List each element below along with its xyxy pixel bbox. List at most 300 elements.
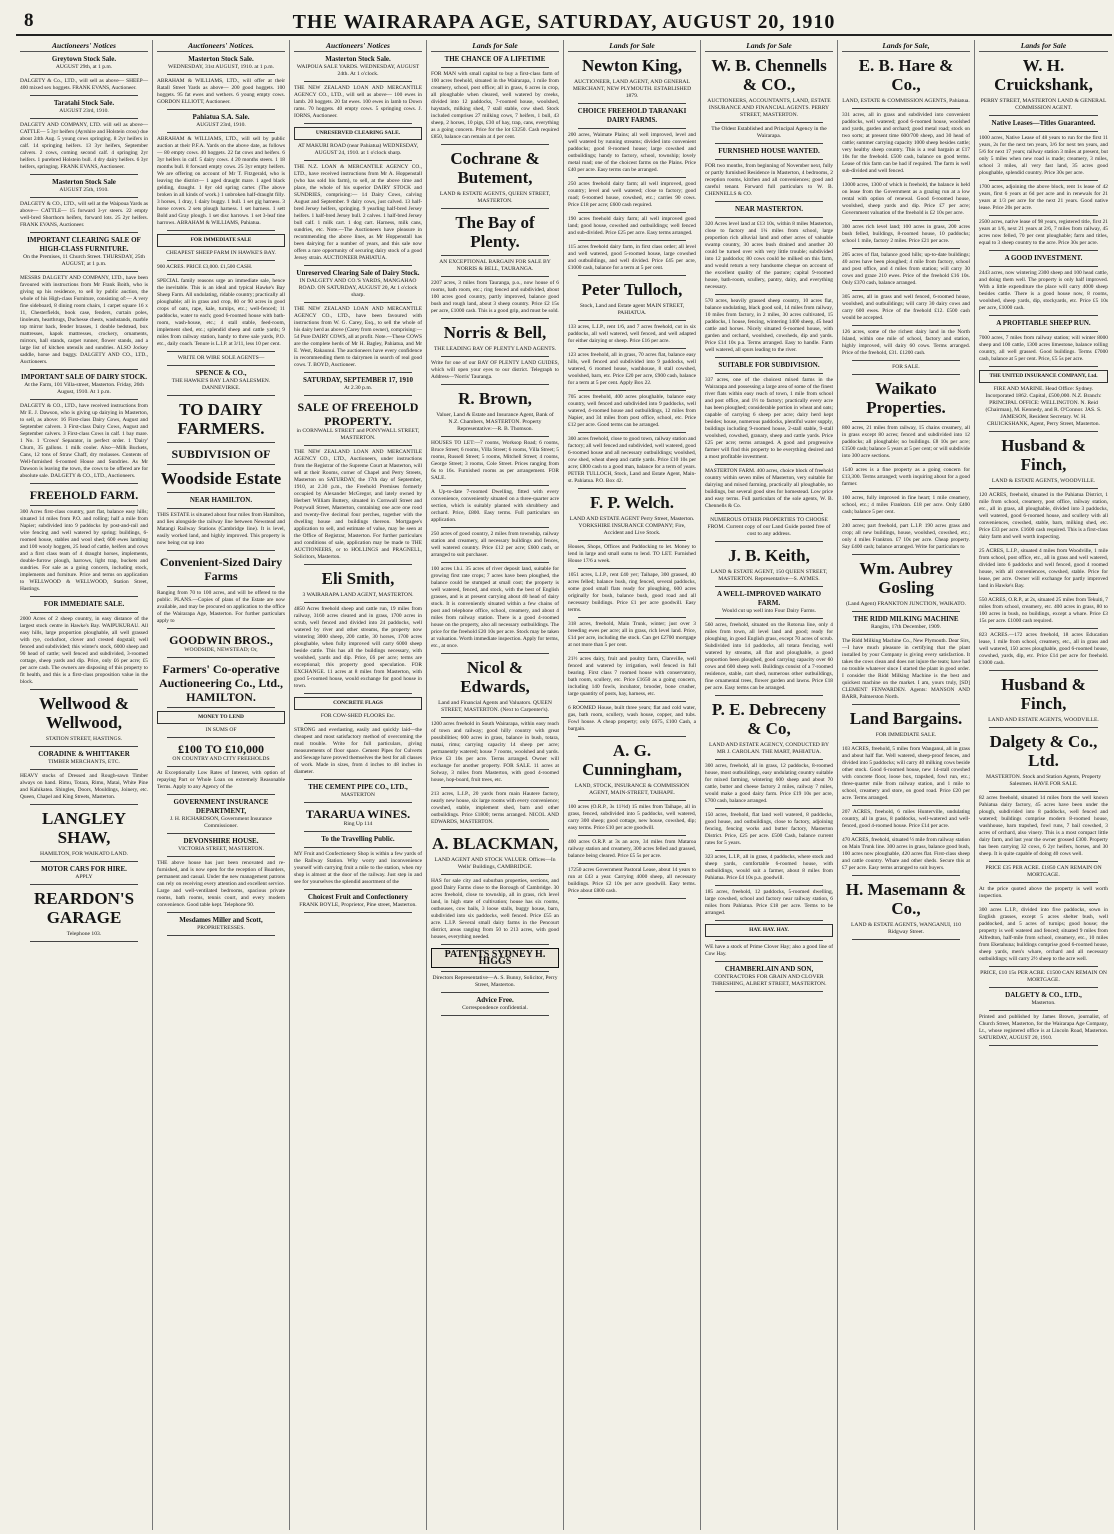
divider [167, 935, 275, 936]
advertiser-name: F. P. Welch. [590, 493, 674, 512]
divider [715, 373, 823, 374]
divider [30, 118, 138, 119]
ad-body-text: 115 acres freehold dairy farm, in first class order; all level and well watered, good 5-roomed house, large cowshed and outbuildings, and well divided. Price £45 per acre, £1000 cash, balance for a term at 5 per cent. [568, 244, 696, 271]
divider [578, 432, 686, 433]
ad-body-text: 470 ACRES, freehold, situated ½ mile from railway station on Main Trunk line. 300 acres in grass, balance good bush, 100 acres now ploughable, 420 acres flat. First-class sheep and cattle country. Whare and other sheds. Secure this at £7 per acre. Easy terms arranged to suit buyers. [842, 837, 971, 871]
ad-subheading: Valuer, Land & Estate and Insurance Agent, Bank of N.Z. Chambers, MASTERTON. Property Representative:—R. B. Thomson. [436, 412, 554, 432]
divider [167, 912, 275, 913]
divider [989, 1010, 1098, 1011]
ad-body-text: 550 ACRES, O.R.P., at 2s, situated 25 miles from Tekuiti, 7 miles from school, creamery, etc. 400 acres in grass, 80 to 100 acres in bush, no buildings, except a whare. Price £3 15s per acre. £1000 cash required. [979, 597, 1108, 624]
ad-body-text: At Exceptionally Low Rates of Interest, with option of repaying Part or Whole Loan on extremely Reasonable Terms. Apply to any Agency of the [157, 770, 285, 790]
ad-body-text: 200 acres, Waimate Plains; all well improved, level and well watered by running streams; divided into convenient paddocks; good 8-roomed house; large cowshed and outbuildings; handy to factory, school, township; lovely metal road; one of the choicest farms on the Plains. Price £40 per acre. Easy terms can be arranged. [568, 132, 696, 173]
divider [441, 276, 549, 277]
ad-subheading: IN SUMS OF [205, 727, 237, 733]
divider [30, 483, 138, 484]
divider [578, 701, 686, 702]
divider [989, 131, 1098, 132]
divider [167, 132, 275, 133]
ad-heading: Taratahi Stock Sale. [53, 99, 115, 107]
divider [167, 74, 275, 75]
ad-heading: Choicest Fruit and Confectionery [307, 893, 409, 901]
ad-display-heading: £100 TO £10,000 [178, 742, 264, 756]
divider [989, 1045, 1098, 1046]
divider [30, 804, 138, 805]
divider [30, 689, 138, 690]
column-header: Auctioneers' Notices [294, 40, 422, 52]
divider [715, 586, 823, 587]
ad-body-text: 300 Acres first-class country, part flat, balance easy hills; situated 14 miles from P.O. and rolling; half a mile from Napier; subdivided into 9 paddocks by post-and-rail and wire fencing and well watered by spring; buildings, 6-roomed house, stables and wool shed; 600 ewes lambing and 100 wooly hoggets, 25 head of cattle, heifers and cows and a first class team of 4 draught horses, implements, double-furrow plough, harrows, light trap, buckets and sundries. For sale as a going concern, including stock, implements and furniture. Price and terms on application to WELLWOOD & WELLWOOD, Station Street, Hastings. [20, 509, 148, 592]
ad-body-text: 305 acres, all in grass and well fenced, 6-roomed house, woolshed, and outbuildings; will carry 30 dairy cows and carry 600 ewes. Price of the freehold £12. £500 cash would be accepted. [842, 294, 970, 321]
ad-heading: FURNISHED HOUSE WANTED. [718, 147, 820, 155]
ad-subheading: Would cut up well into Four Dairy Farms. [721, 608, 816, 614]
divider [852, 875, 960, 876]
ad-heading: CORADINE & WHITTAKER [38, 750, 130, 758]
divider [304, 302, 412, 303]
ad-subheading: On the Premises, 11 Church Street. THURSDAY, 25th AUGUST, at 1 p.m. [23, 254, 145, 267]
divider [167, 550, 275, 551]
ad-body-text: 1700 acres, adjoining the above block, rent 1s lease of 42 years, first 6 years at 6d per acre and in renewals for 21 years at 1/3 per acre for the next 21 years. Good native lease. Price 20s per acre. [979, 184, 1108, 211]
column-header: Lands for Sale, [842, 40, 970, 52]
divider [989, 180, 1098, 181]
ad-body-text: 250 acres of good country, 2 miles from township, railway station and creamery, all necessary buildings and fences, well watered country. Price £12 per acre; £600 cash, or arranged to suit purchaser. [431, 531, 559, 558]
divider [852, 360, 960, 361]
boxed-heading: UNRESERVED CLEARING SALE. [294, 127, 422, 140]
divider [989, 431, 1098, 432]
divider [989, 987, 1098, 988]
divider [715, 217, 823, 218]
divider [30, 861, 138, 862]
ad-subheading: NUMEROUS OTHER PROPERTIES TO CHOOSE FROM. Current copy of our Land Guide posted free of cost to any address. [707, 517, 831, 537]
ad-body-text: DALGETY & Co., LTD., will sell as above— SHEEP— 400 mixed sex hoggets. FRANK EVANS, Auctioneer. [20, 78, 148, 91]
divider [441, 562, 549, 563]
divider [578, 348, 686, 349]
masthead [16, 6, 1112, 36]
divider [578, 863, 686, 864]
ad-subheading: LAND & ESTATE AGENTS, WOODVILLE. [991, 478, 1096, 484]
ad-body-text: THE above house has just been renovated and re-furnished, and is now open for the reception of Boarders, permanent and casual. Under the new management patrons can rely on receiving every attention and excellent service. Large and well-ventilated bedrooms, spacious private rooms, bath rooms, tennis court, and every modern convenience. Good table kept. Telephone 90. [157, 860, 285, 908]
divider [30, 232, 138, 233]
divider [441, 717, 549, 718]
divider [715, 541, 823, 542]
divider [441, 255, 549, 256]
column-5 [564, 40, 701, 1530]
divider [715, 143, 823, 144]
ad-subheading: LAND AND ESTATE AGENT Perry Street, Masterton. YORKSHIRE INSURANCE COMPANY; Fire, Accident and Live Stock. [569, 516, 695, 536]
advertiser-name: LANGLEY SHAW, [41, 809, 127, 847]
ad-subheading: LAND AGENT AND STOCK VALUER. Offices—In Wells' Buildings, CAMBRIDGE. [434, 857, 556, 870]
advertiser-name: Eli Smith, [321, 569, 395, 588]
ad-body-text: Write for one of our BAY OF PLENTY LAND GUIDES, which will open your eyes to our district. Telegraph to Address—'Norris' Tauranga. [431, 360, 559, 380]
ad-subheading: CONTRACTORS FOR GRAIN AND CLOVER THRESHING, ALBERT STREET, MASTERTON. [711, 974, 827, 987]
advertiser-name: Nicol & Edwards, [460, 658, 530, 696]
divider [441, 356, 549, 357]
divider [304, 912, 412, 913]
ad-subheading: J. H. RICHARDSON, Government Insurance Commissioner. [169, 816, 273, 829]
ad-subheading: (Land Agent) FRANKTON JUNCTION, WAIKATO. [846, 601, 966, 607]
divider [715, 885, 823, 886]
ad-body-text: 13000 acres, 1300 of which is freehold, the balance is held on lease from the Government as a grazing run at a low rental with option of renewal. Good 6-roomed house, woolshed, sheep yards and dip. Price £7 per acre; Government valuation of the freehold is £2 10s per acre. [842, 182, 970, 216]
column-header: Auctioneers' Notices. [157, 40, 285, 52]
divider [578, 652, 686, 653]
divider [989, 266, 1098, 267]
divider [167, 464, 275, 465]
ad-body-text: 103 ACRES, freehold, 5 miles from Wanganui, all in grass and about half flat. Well watered, sheep-proof fences, and divided into 5 paddocks; will carry 40 milking cows beside other stock. Good 6-roomed house, new 14-stall cowshed with concrete floor, loose box, trapshed, fowl run, etc.; three-quarter mile from railway station, and 1 mile to school, creamery and store, on good road. Price £20 per acre. Terms arranged. [842, 746, 970, 801]
ad-body-text: 2207 acres, 3 miles from Tauranga, p.o., now house of 6 rooms, bath room, etc.; ring fenced and subdivided, about 100 acres good country, partly improved, balance good bush and rough land, about 3 sheep country. Price £2 15s per acre, £1000 cash. This is a good grip, and must be sold. [431, 280, 559, 314]
ad-body-text: FOR two months, from beginning of November next, fully or partly furnished Residence in Masterton, 4 bedrooms, 2 reception rooms, kitchen and all conveniences; good and careful tenant. Forward full particulars to W. B. CHENNELLS & CO. [705, 163, 833, 197]
ad-subheading: AUGUST 23rd, 1910. [196, 122, 246, 128]
newspaper-title: THE WAIRARAPA AGE, SATURDAY, AUGUST 20, 1910 [292, 11, 836, 33]
ad-heading: A PROFITABLE SHEEP RUN. [996, 319, 1091, 327]
ad-body-text: 320 Acres level land at £13 10s, within 8 miles Masterton, close to factory and 1¼ miles from school, large proportion rich alluvial land and other acres of valuable swamp country, 30 acres bush drained and another 20 could be turned over with very little trouble; subdivided into 12 paddocks; 80 cows could be milked on this farm, and would return a very handsome cheque on account of the excellent quality of the pasture; capital 9-roomed house, bath-room, scullery, pantry, dairy, and everything necessary. [705, 221, 833, 290]
ad-body-text: 1051 acres, L.I.P., rent £40 yer; Taihape, 300 grassed, 40 acres felled; balance bush, ring fenced, several paddocks, some good small flats ready for ploughing, 600 acres originally for bush, balance bush, good road and all necessary buildings. Price £1 per acre goodwill. Easy terms. [568, 572, 696, 613]
ad-subheading: PRICE £35 PER ACRE. £1850 CAN REMAIN ON MORTGAGE. [985, 865, 1102, 878]
column-8 [975, 40, 1112, 1530]
divider [852, 248, 960, 249]
divider [167, 230, 275, 231]
ad-subheading: ON COUNTRY AND CITY FREEHOLDS [172, 756, 270, 762]
divider [578, 736, 686, 737]
ad-subheading: LAND AND ESTATE AGENCY, CONDUCTED BY MR J. CAROLAN. THE MART, PAHIATUA. [708, 742, 830, 755]
ad-heading: IMPORTANT SALE OF DAIRY STOCK. [21, 373, 147, 381]
ad-heading: A GOOD INVESTMENT. [1004, 254, 1083, 262]
ad-body-text: MY Fruit and Confectionery Shop is within a few yards of the Railway Station. Why worry and inconvenience yourself with carrying fruit a mile to the station, when my shop is almost at the door of the railway. Just step in and see for yourselves the splendid assortment of the [294, 851, 422, 885]
divider [852, 611, 960, 612]
divider [989, 488, 1098, 489]
advertiser-name: Newton King, [581, 56, 683, 75]
ad-body-text: 323 acres, L.I.P., all in grass, 4 paddocks, where stock and sheep yards, comfortable 6-roomed house, with outbuildings, would suit a farmer, about 8 miles from Pahiatua. Price £4 10s p.a. goodwill. [705, 854, 833, 881]
advertiser-name: Norris & Bell, [443, 323, 547, 342]
ad-subheading: HAMILTON, FOR WAIKATO LAND. [40, 851, 128, 857]
ad-body-text: 185 acres, freehold, 12 paddocks, 5-roomed dwelling, large cowshed, school and factory near railway station, 6 miles from Pahiatua. Price £18 per acre. Terms to be arranged. [705, 889, 833, 916]
ad-subheading: VICTORIA STREET, MASTERTON. [178, 846, 264, 852]
divider [715, 618, 823, 619]
divider [304, 81, 412, 82]
ad-body-text: ABRAHAM & WILLIAMS, LTD., will offer at their Ratall Street Yards as above— 200 good hoggets. 100 hoggets. 95 fat ewes and wethers. 6 young empty cows. GORDON ELLIOTT, Auctioneer. [157, 78, 285, 105]
divider [167, 586, 275, 587]
ad-body-text: THE NEW ZEALAND LOAN AND MERCANTILE AGENCY CO., LTD., have been favoured with instructions from W. G. Carey, Esq., to sell the whole of his dairy herd as above (Carey from owner), comprising:— 54 Pure DAIRY COWS, all at profit. Note.—These COWS are the complete herds of Mr H. Bagley, Pahiatua, and Mr E. West, Rakaunui. The auctioneers have every confidence in recommending them to dairymen in search of real good cows. T. BOYD, Auctioneer. [294, 306, 422, 368]
ad-subheading: AUCTIONEERS, ACCOUNTANTS, LAND, ESTATE INSURANCE AND FINANCIAL AGENTS. PERRY STREET, MASTERTON. [707, 98, 831, 118]
ad-body-text: 100 acres, fully improved in fine heart; 1 mile creamery, school, etc.; 4 miles Frankton. £18 per acre. Only £400 cash; balance 5 per cent. [842, 495, 970, 515]
ad-body-text: 2443 acres, now wintering 2300 sheep and 100 head cattle, and doing them well. The property is only half improved. With a little expenditure the place will carry 4000 sheep besides cattle. There is a good house now, 8 rooms, woolshed, sheep yards, dip, stockyards, etc. Price £5 10s per acre, £1000 cash. [979, 270, 1108, 311]
column-header: Auctioneers' Notices [20, 40, 148, 52]
divider [441, 208, 549, 209]
ad-subheading: TIMBER MERCHANTS, ETC. [48, 759, 120, 765]
divider [30, 941, 138, 942]
ad-subheading: FOR SALE. [892, 364, 920, 370]
divider [304, 693, 412, 694]
divider [852, 833, 960, 834]
divider [578, 240, 686, 241]
advertiser-name: Land Bargains. [849, 709, 963, 728]
advertiser-name: P. E. Debreceny & Co, [711, 700, 827, 738]
column-4 [427, 40, 564, 1530]
ad-body-text: 7000 acres, 7 miles from railway station; will winter 8000 sheep and 100 cattle, 1300 acres limestone, balance rolling country, all well grassed. Good buildings. Terms £7000 cash, balance at 5 per cent. Price, £5 5s per acre. [979, 335, 1108, 362]
ad-heading: SATURDAY, SEPTEMBER 17, 1910 [302, 376, 413, 384]
divider [852, 108, 960, 109]
ad-heading: SPENCE & CO., [195, 369, 247, 377]
advertiser-name: W. H. Cruickshank, [994, 56, 1093, 94]
divider [304, 395, 412, 396]
ad-body-text: 705 acres freehold, 400 acres ploughable, balance easy country, well fenced and subdivided into 9 paddocks, well watered, 4-roomed house and outbuildings, 12 miles from Napier, and 34 miles from post office, school, etc. Price £12 per acre. Good terms can be arranged. [568, 394, 696, 428]
ad-subheading: WOODSIDE, NEWSTEAD; Or, [184, 647, 258, 653]
ad-subheading: MASTERTON. Stock and Station Agents, Property Salesmen. HAVE FOR SALE. [985, 774, 1101, 787]
ad-body-text: HAS for sale city and suburban properties, sections, and good Dairy Farms close to the Borough of Cambridge. 30 acres freehold, close to township, all in grass, rich level land, in high state of cultivation; house has six rooms, outhouses, cow bails, 3 loose stalls, buggy house, barn, subdivided into six paddocks, well fenced. Price £55 an acre. L.I.P. Several small dairy farms in the Pencourt district, areas ranging from 50 to 213 acres, with good houses, everything needed. [431, 878, 559, 940]
divider [30, 884, 138, 885]
advertiser-name: Wellwood & Wellwood, [38, 694, 130, 732]
ad-body-text: 100 acres l.h.i. 35 acres of river deposit land, suitable for growing first rate crops; 7 acres have been ploughed, the balance could be stumped at small cost; the property is well watered, fenced, and stock, with the best of English grasses, and is at present carrying about 40 head of dairy stock. It is conveniently situated within a few chains of post and telephone office, school, creamery, and about 4 miles from railway station. There is a good 4-roomed house on the property, also all necessary outbuildings. The price for the freehold £20 10s per acre. Stock may be taken at valuation. Worth immediate inspection. Apply for terms, etc., at once. [431, 566, 559, 649]
patents-logo-text: PATENTS SYDNEY H. HIGGS [431, 948, 559, 968]
divider [852, 634, 960, 635]
divider [715, 122, 823, 123]
divider [989, 331, 1098, 332]
divider [167, 260, 275, 261]
divider [578, 103, 686, 104]
ad-subheading: Stock, Land and Estate agent MAIN STREET, PAHIATUA. [579, 303, 685, 316]
ad-subheading: FOR COW-SHED FLOORS Etc. [320, 713, 396, 719]
divider [167, 766, 275, 767]
ad-body-text: SPECIAL family reasons urge an immediate sale, hence the inevitable. This is an ideal and typical Hawke's Bay Sheep Farm. All undulating, ridable country; practically all ploughable; all in grass and crop, 80 or 90 acres in good crops of oats, rape, kale, turnips, etc.; well-fenced; 11 paddocks, water to each; good 6-roomed house with bath-room, wash-house, etc.; 4 stall stable, feed-room, implement shed, etc.; splendid sheep and cattle yards; 9 miles from railway station, handy to three sale yards, P.O. etc., daily coach. Tenure is L.I.P. at 3/11, less 10 per cent. [157, 278, 285, 347]
divider [30, 174, 138, 175]
divider [989, 215, 1098, 216]
ad-subheading: LAND & ESTATE AGENTS, QUEEN STREET, MASTERTON. [439, 191, 551, 204]
advertiser-name: Cochrane & Butement, [450, 149, 540, 187]
column-header: Lands for Sale [431, 40, 559, 52]
ad-heading: DALGETY & CO., LTD., [1005, 991, 1082, 999]
divider [578, 212, 686, 213]
ad-heading: Unreserved Clearing Sale of Dairy Stock. [296, 269, 420, 277]
divider [441, 318, 549, 319]
divider [715, 808, 823, 809]
divider [167, 274, 275, 275]
ad-body-text: 318 acres, freehold, Main Trunk, winter; just over 3 breeding ewes per acre; all in grass, rich level land. Price, £14 per acre, including the stock. Can get £2700 mortgage at not more than 5 per cent. [568, 621, 696, 648]
advertiser-name: J. B. Keith, [728, 546, 810, 565]
ad-heading: Masterton Stock Sale. [325, 55, 391, 63]
ad-body-text: At the price quoted above the property is well worth inspection. [979, 886, 1108, 899]
ad-heading: MOTOR CARS FOR HIRE. [41, 865, 127, 873]
divider [852, 325, 960, 326]
ad-subheading: At 2.30 p.m. [343, 385, 373, 391]
divider [30, 596, 138, 597]
ad-display-heading: Farmers' Co-operative Auctioneering Co., Ltd., HAMILTON. [159, 662, 283, 704]
divider [30, 271, 138, 272]
boxed-heading: CONCRETE FLAGS [294, 697, 422, 710]
divider [578, 320, 686, 321]
page-number: 8 [24, 10, 34, 31]
divider [30, 612, 138, 613]
divider [304, 160, 412, 161]
divider [167, 856, 275, 857]
divider [852, 463, 960, 464]
divider [167, 351, 275, 352]
ad-subheading: MASTERTON [341, 792, 375, 798]
ad-subheading: LAND, STOCK, INSURANCE & COMMISSION AGENT, MAIN-STREET, TAIHAPE. [574, 783, 690, 796]
divider [167, 109, 275, 110]
columns-container [16, 40, 1112, 1530]
ad-body-text: DALGETY & CO., LTD., have received instructions from Mr E. J. Dawson, who is giving up dairying in Masterton, to sell, as above: 16 First-class Dairy Cows, August and September calvers. 3 First-class Dairy Cows, August and September calvers. 3 First-class Cows in calf. 1 bay mare. 1 No. 1 'Crown' Separator, in perfect order. 1 'Dairy' Churn, 35 gallons. 1 milk cooler. Also—Milk Buckets, Cans, 12 tons of Straw Chaff, dry molasses. Contents of Well-furnished 6-roomed House and Sundries. As Mr Dawson is leaving the town, the cows to be offered are for absolute sale. DALGETY & CO., LTD., Auctioneers. [20, 403, 148, 479]
ad-heading: To the Travelling Public. [321, 835, 395, 843]
divider [304, 602, 412, 603]
advertiser-name: R. Brown, [458, 389, 532, 408]
divider [30, 399, 138, 400]
ad-body-text: 1200 acres freehold in South Wairarapa, within easy reach of town and railway; good hilly country with great possibilities; 600 acres in grass, balance in bush, totara, matai, rimu; carrying capacity 14 sheep per acre; permanently watered; house 7 rooms, woolshed and yards. Price £3 10s per acre. Terms arranged. Owner will exchange for another property. FOR SALE. 11 acres at Solway, 3 miles from Masterton, with good 4-roomed house, hop-board, fruit trees, etc. [431, 721, 559, 783]
divider [715, 759, 823, 760]
divider [304, 265, 412, 266]
ad-subheading: WEDNESDAY, 31st AUGUST, 1910. at 1 p.m. [167, 64, 275, 70]
boxed-heading: FOR IMMEDIATE SALE [157, 234, 285, 247]
divider [167, 794, 275, 795]
ad-body-text: STRONG and everlasting, easily and quickly laid—the cheapest and most satisfactory method of overcoming the mud trouble. Write for full particulars, giving measurements of floor space. Cement Pipes for Culverts and Sewage have proved themselves the best for all classes of work. Made in sizes, from 4 inches to 48 inches in diameter. [294, 727, 422, 775]
boxed-heading: MONEY TO LEND [157, 711, 285, 724]
column-header: Lands for Sale [568, 40, 696, 52]
divider [715, 464, 823, 465]
divider [304, 831, 412, 832]
ad-body-text: HOUSES TO LET:—7 rooms, Worksop Road; 6 rooms, Bruce Street; 6 rooms, Villa Street; 6 rooms, Villa Street; 5 rooms, Russell Street; 5 rooms, Mitchell Street; 4 rooms, George Street; 3 rooms, Cole Street. Prices ranging from 6s to 16s. Furnished rooms as per arrangement. FOR SALE. [431, 440, 559, 481]
ad-heading: THE RIDD MILKING MACHINE [853, 615, 959, 623]
divider [441, 874, 549, 875]
ad-body-text: 337 acres, one of the choicest mixed farms in the Wairarapa and possessing a large area of some of the finest river flats within easy reach of town, 1 mile from school and post office, and 1½ to factory; practically every acre has been ploughed; considerable portion in wheat and oats; capable of carrying 6 sheep per acre; dairy herd kept besides; house, numerous paddocks, plentiful water supply, buildings including 9-roomed house, 2-stall stable, 9-stall woolshed, cowshed, granary, sheep and cattle yards. Price £25 per acre; terms arranged. A good and progressive farmer will find this property to be everything desired and a most profitable investment. [705, 377, 833, 460]
advertiser-name: Wm. Aubrey Gosling [859, 559, 953, 597]
ad-body-text: THE NEW ZEALAND LOAN AND MERCANTILE AGENCY CO., LTD., will sell as above— 100 ewes in lamb. 20 hoggets. 20 fat ewes. 100 ewes in lamb to Down rams. 70 hoggets. 40 empty cows. 5 springing cows. J. IORNS, Auctioneer. [294, 85, 422, 119]
divider [715, 294, 823, 295]
ad-body-text: WE have a stock of Prime Clover Hay; also a good line of Cow Hay. [705, 944, 833, 957]
advertiser-name: A. G. Cunningham, [582, 741, 682, 779]
advertiser-name: W. B. Chennells & CO., [711, 56, 827, 94]
divider [989, 544, 1098, 545]
advertiser-name: Woodside Estate [160, 469, 282, 488]
divider [989, 315, 1098, 316]
ad-body-text: 2500 acres, native lease of 98 years, registered title, first 21 years at 1/6, next 21 years at 2/6, 7 miles from railway, 45 acres now felled, 70 per cent ploughable; farm and titles, equal to 3 sheep country to the acre. Price 30s per acre. [979, 219, 1108, 246]
column-7 [838, 40, 975, 1530]
ad-body-text: Houses, Shops, Offices and Paddocking to let. Money to lend in large and small sums to lend. TO LET. Furnished House 17/6 a week. [568, 544, 696, 564]
ad-body-text: 300 acres rich level land; 100 acres in grass, 200 acres bush felled, buildings, 8-roomed house, 10 paddocks; school 1 mile, factory 2 miles. Price £21 per acre. [842, 224, 970, 244]
divider [578, 128, 686, 129]
divider [30, 369, 138, 370]
divider [852, 554, 960, 555]
divider [578, 177, 686, 178]
divider [989, 903, 1098, 904]
ad-subheading: FRANK BOYLE, Proprietor, Pine street, Masterton. [299, 902, 417, 908]
divider [989, 115, 1098, 116]
divider [852, 220, 960, 221]
divider [441, 67, 549, 68]
ad-body-text: Printed and published by James Brown, journalist, of Church Street, Masterton, for the Wairarapa Age Company, Lt., whose registered office is at Lincoln Road, Masterton. SATURDAY, AUGUST 20, 1910. [979, 1014, 1108, 1041]
divider [30, 769, 138, 770]
ad-body-text: 570 acres, heavily grassed sheep country, 10 acres flat, balance undulating, black good soil, 14 miles from railway, 10 miles from factory, in 2 miles, 30 acres cultivated, 15 paddocks, 1 house, fencing, wintering 1400 sheep, 45 head cattle and horses. Nicely situated 6-roomed house, with garden and orchard, woolshed, cowsheds, dip and yards. Price £14 10s p.a. Terms arranged. Easy to handle. Farm well watered, all spurs leading to the river. [705, 298, 833, 353]
ad-subheading: Telephone 103. [66, 931, 102, 937]
divider [989, 882, 1098, 883]
divider [852, 704, 960, 705]
divider [167, 833, 275, 834]
divider [715, 940, 823, 941]
ad-subheading: At the Farm, 101 Villa-street, Masterton. Friday, 26th August, 1910. At 1 p.m. [24, 382, 144, 395]
ad-display-heading: SUBDIVISION OF [171, 447, 271, 461]
ad-body-text: 17250 acres Government Pastoral Lease, about 14 years to run at £43 a year. Carrying 4000 sheep, all necessary buildings. Price £2 10s per acre goodwill. Easy terms. Price about £800 cash. [568, 867, 696, 894]
ad-heading: Greytown Stock Sale. [51, 55, 117, 63]
ad-subheading: THE LEADING BAY OF PLENTY LAND AGENTS. [433, 346, 557, 352]
ad-subheading: FOR IMMEDIATE SALE. [875, 732, 937, 738]
ad-body-text: The Ridd Milking Machine Co., New Plymouth. Dear Sirs,—I have much pleasure in certifying that the plant installed by your Company is giving every satisfaction. It takes the cows clean and does not injure the teats; have had no trouble whatever since I started the plant in good order. I consider the Ridd Milking Machine is the best and quickest machine on the market. I am, yours truly, [SD] CLEMENT FENWARDEN. Agents: MANSON AND BARR, Palmerston North. [842, 638, 970, 700]
ad-subheading: AT MAKURI ROAD (near Pahiatua) WEDNESDAY, AUGUST 24, 1910. at 1 o'clock sharp. [297, 143, 419, 156]
divider [167, 508, 275, 509]
ad-body-text: 190 acres freehold dairy farm; all well improved good land; good house, cowshed and outbuildings; well fenced and sub-divided. Price £25 per acre. Easy terms arranged. [568, 216, 696, 236]
ad-heading: THE CHANCE OF A LIFETIME [444, 55, 546, 63]
divider [30, 74, 138, 75]
divider [989, 593, 1098, 594]
divider [167, 492, 275, 493]
ad-heading: DEVONSHIRE HOUSE. [183, 837, 259, 845]
divider [441, 436, 549, 437]
ad-subheading: The Oldest Established and Principal Agency in the Wairarapa. [711, 126, 827, 139]
ad-subheading: LAND & ESTATE AGENTS, WANGANUI, 110 Ridgway Street. [850, 922, 962, 935]
divider [578, 390, 686, 391]
divider [989, 861, 1098, 862]
divider [578, 835, 686, 836]
ad-body-text: THIS ESTATE is situated about four miles from Hamilton, and lies alongside the railway line between Newstead and Matangi Railway Stations (Cambridge line). It is level, easily worked land, and highly improved. This property is now being cut up into [157, 512, 285, 546]
divider [715, 920, 823, 921]
ad-subheading: LAND AND ESTATE AGENTS, WOODVILLE. [988, 717, 1099, 723]
divider [167, 737, 275, 738]
advertiser-name: E. B. Hare & Co., [858, 56, 954, 94]
column-3 [290, 40, 427, 1530]
patents-logo [431, 948, 559, 968]
ad-subheading: FIRE AND MARINE. Head Office: Sydney. Incorporated 1862. Capital, £500,000. N.Z. Branch: PRINCIPAL OFFICE: WELLINGTON. N. Reid (Chairman), M. Kennedy, and R. O'Connor. JAS. S. JAMESON, Resident Secretary. W. H. CRUICKSHANK, Agent, Perry Street, Masterton. [985, 386, 1102, 427]
ad-subheading: Land and Financial Agents and Valuators. QUEEN STREET, MASTERTON. (Next to Carpenter's). [438, 700, 552, 713]
ad-body-text: 25 ACRES, L.I.P., situated 4 miles from Woodville, 1 mile from school, post office, etc., all in grass and well watered, divided into 6 paddocks and well fenced, good 4 roomed house, with all conveniences, cowshed, stable. Price for lease, per acre. Owner will exchange for partly improved land in Hawke's Bay. [979, 548, 1108, 589]
divider [441, 829, 549, 830]
column-1 [16, 40, 153, 1530]
divider [852, 519, 960, 520]
ad-heading: NEAR HAMILTON. [189, 496, 253, 504]
ad-body-text: 207 ACRES, freehold, 6 miles Hunterville, undulating country, all in grass, 8 paddocks, well-watered and well-fenced, good 4-roomed house. Price £14 per acre. [842, 809, 970, 829]
ad-subheading: WRITE OR WIRE SOLE AGENTS— [177, 355, 265, 361]
ad-body-text: 21½ acres dairy, fruit and poultry farm, Clareville, well fenced and watered by irrigation, well fenced in full bearing. First class 7 roomed house with conservatory, bath room, scullery, etc. Price £1650 as a going concern, including 140 fowls, incubator, brooder, bone crusher, large quantity of posts, hay, harness, etc. [568, 656, 696, 697]
ad-subheading: LAND & ESTATE AGENT, 150 QUEEN STREET, MASTERTON. Representative—S. AYMES. [710, 569, 828, 582]
divider [578, 800, 686, 801]
divider [852, 939, 960, 940]
divider [578, 488, 686, 489]
divider [441, 992, 549, 993]
ad-body-text: 300 acres L.I.P., divided into five paddocks, sown in English grasses, except 5 acres shelter bush, well paddocked, and 5 acres of turnips; good house; the property is well watered and fenced; situated 9 miles from Alfredton, half-mile from school, creamery, etc., 10 miles from Eketahuna; buildings comprise good 6-roomed house, sheep yards, men's whare, orchard and all necessary outbuildings; will carry 2½ sheep to the acre well. [979, 907, 1108, 962]
divider [304, 564, 412, 565]
ad-display-heading: GOODWIN BROS., [169, 633, 273, 647]
divider [167, 395, 275, 396]
column-2 [153, 40, 290, 1530]
divider [989, 727, 1098, 728]
divider [304, 847, 412, 848]
divider [989, 366, 1098, 367]
ad-body-text: 1540 acres is a fine property as a going concern for £13,300. Terms arranged; worth inquiring about for a good farmer. [842, 467, 970, 487]
advertiser-name: Husband & Finch, [1001, 436, 1086, 474]
divider [441, 971, 549, 972]
ad-body-text: 2000 Acres of 2 sheep country, in easy distance of the largest stock centre in Hawke's Bay. WAIPUKURAU. All easy hills, large proportion ploughable, all well grassed with rye, cocksfoot, clover and crested dogstail; well fenced and subdivided; this winter's stock, 6000 sheep and 90 head of cattle; well fenced and subdivided, 3-roomed cottage, sheep yards and dip. Price, only £6 per acre; £5 per acre cash. The owners are disposing of this property to fit health, and this is a first-class proposition value in the block. [20, 616, 148, 685]
divider [715, 357, 823, 358]
column-header: Lands for Sale [705, 40, 833, 52]
ad-subheading: PRICE, £10 15s PER ACRE. £1500 CAN REMAIN ON MORTGAGE. [980, 970, 1107, 983]
divider [989, 628, 1098, 629]
divider [30, 95, 138, 96]
ad-subheading: AUGUST 29th, at 1 p.m. [55, 64, 113, 70]
ad-subheading: Masterton. [1031, 1000, 1056, 1006]
ad-heading: IMPORTANT CLEARING SALE OF HIGH-CLASS FURNITURE. [27, 236, 141, 253]
divider [852, 742, 960, 743]
ad-subheading: 3 WAIRARAPA LAND AGENT, MASTERTON. [302, 592, 414, 598]
divider [30, 746, 138, 747]
ad-body-text: Ranging from 70 to 100 acres, and will be offered to the public. PLANS.—Copies of plans of the Estate are now available, and may be procured on application to the office of the Wairarapa Age, Masterton. For further particulars apply to [157, 590, 285, 624]
ad-subheading: WAIPOUA SALE YARDS. WEDNESDAY, AUGUST 24th. At 1 o'clock. [296, 64, 420, 77]
divider [167, 442, 275, 443]
divider [167, 365, 275, 366]
divider [989, 250, 1098, 251]
